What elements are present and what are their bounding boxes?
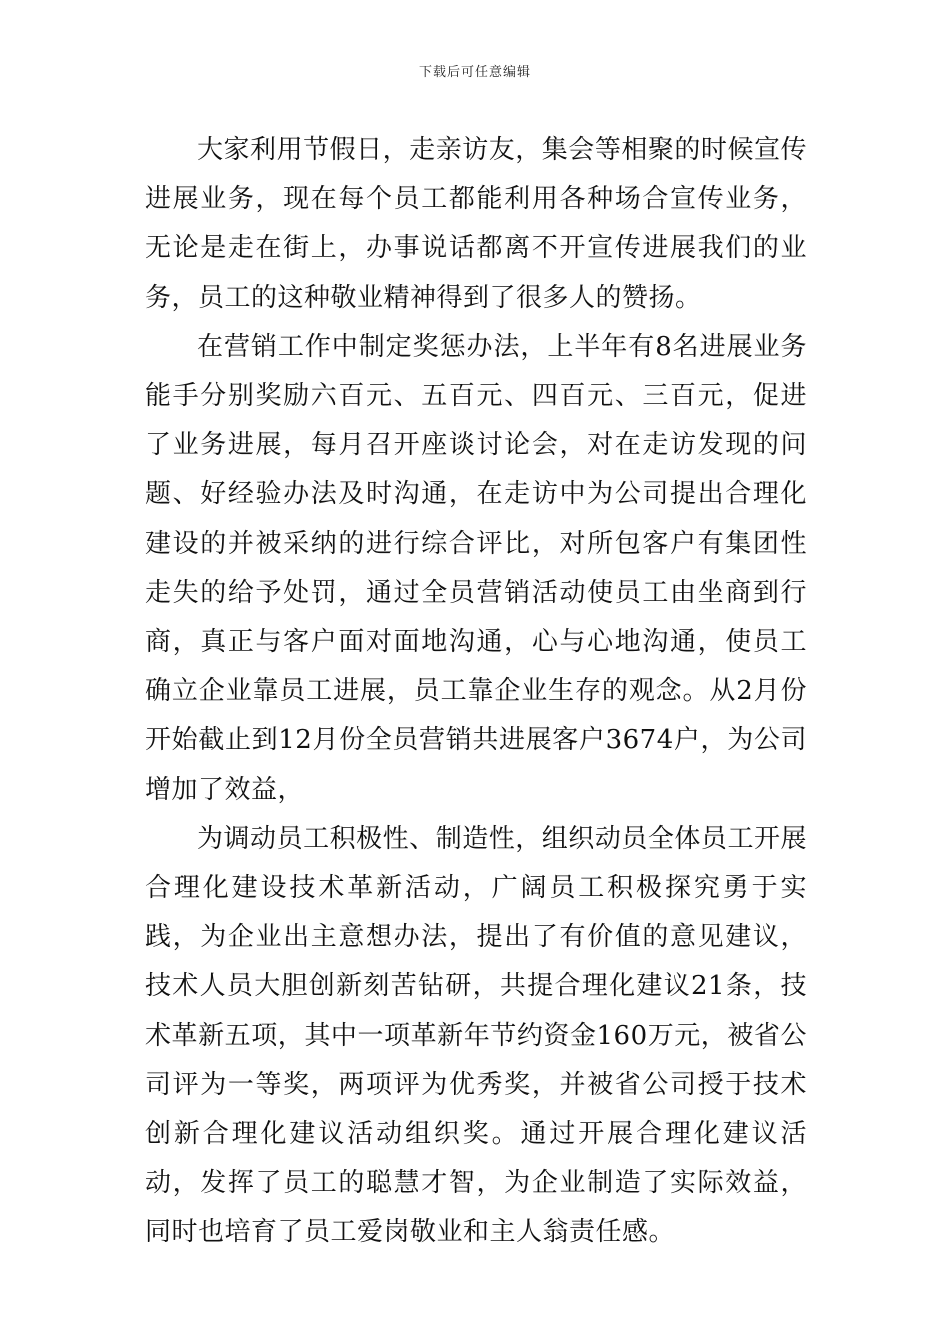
paragraph-marketing-incentives: 在营销工作中制定奖惩办法，上半年有8名进展业务能手分别奖励六百元、五百元、四百元、三百元，促进了业务进展，每月召开座谈讨论会，对在走访发现的问题、好经验办法及时沟通，在走访中为公司提出合理化建设的并被采纳的进行综合评比，对所包客户有集团性走失的给予处罚，通过全员营销活动使员工由坐商到行商，真正与客户面对面地沟通，心与心地沟通，使员工确立企业靠员工进展，员工靠企业生存的观念。从2月份开始截止到12月份全员营销共进展客户3674户，为公司增加了效益， bbox=[145, 331, 807, 805]
paragraph-innovation-activity: 为调动员工积极性、制造性，组织动员全体员工开展合理化建设技术革新活动，广阔员工积极探究勇于实践，为企业出主意想办法，提出了有价值的意见建议，技术人员大胆创新刻苦钻研，共提合理化建议21条，技术革新五项，其中一项革新年节约资金160万元，被省公司评为一等奖，两项评为优秀奖，并被省公司授于技术创新合理化建议活动组织奖。通过开展合理化建议活动，发挥了员工的聪慧才智，为企业制造了实际效益，同时也培育了员工爱岗敬业和主人翁责任感。 bbox=[145, 823, 807, 1248]
paragraph-publicity: 大家利用节假日，走亲访友，集会等相聚的时候宣传进展业务，现在每个员工都能利用各种场合宣传业务，无论是走在街上，办事说话都离不开宣传进展我们的业务，员工的这种敬业精神得到了很多人的赞扬。 bbox=[145, 135, 807, 313]
page-header-note: 下载后可任意编辑 bbox=[418, 65, 531, 80]
document-body bbox=[145, 126, 807, 1258]
